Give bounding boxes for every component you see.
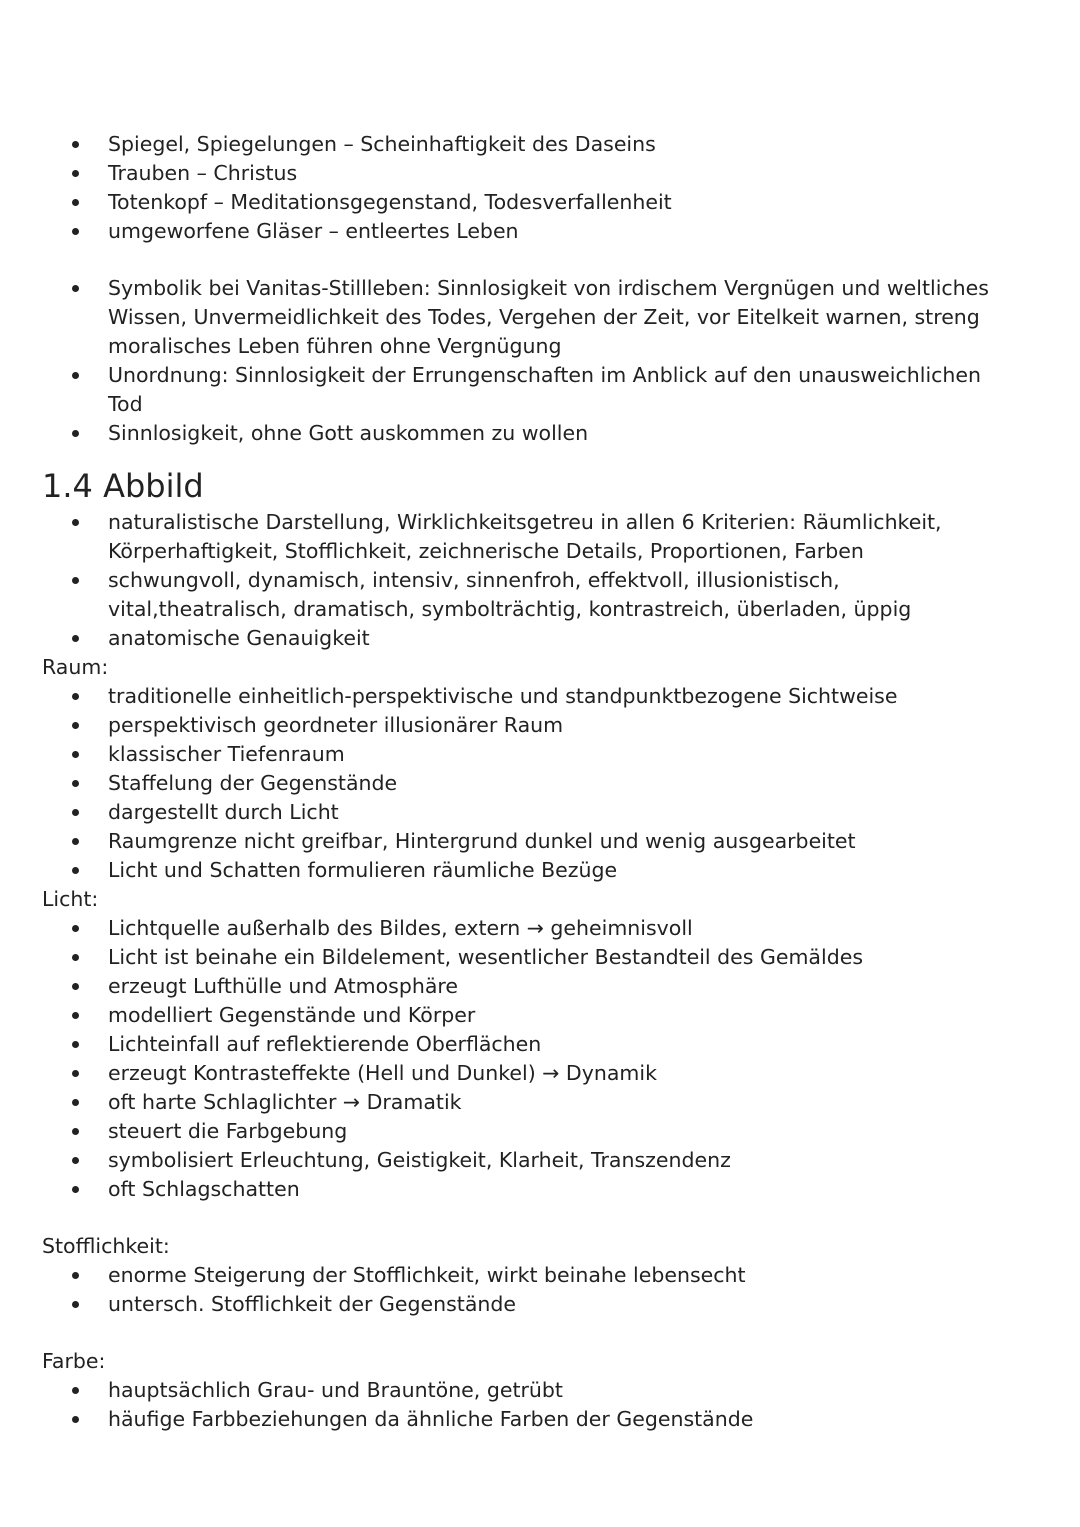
- bullet-icon: [72, 1099, 79, 1106]
- abbild-list: [42, 508, 1020, 653]
- list-item: klassischer Tiefenraum: [42, 740, 1020, 769]
- bullet-icon: [72, 285, 79, 292]
- bullet-icon: [72, 1070, 79, 1077]
- list-item: Totenkopf – Meditationsgegenstand, Todesverfallenheit: [42, 188, 1020, 217]
- list-item: dargestellt durch Licht: [42, 798, 1020, 827]
- list-item: symbolisiert Erleuchtung, Geistigkeit, Klarheit, Transzendenz: [42, 1146, 1020, 1175]
- list-item: Licht und Schatten formulieren räumliche Bezüge: [42, 856, 1020, 885]
- bullet-icon: [72, 519, 79, 526]
- bullet-icon: [72, 867, 79, 874]
- list-item: umgeworfene Gläser – entleertes Leben: [42, 217, 1020, 246]
- bullet-icon: [72, 954, 79, 961]
- bullet-icon: [72, 983, 79, 990]
- bullet-icon: [72, 722, 79, 729]
- bullet-icon: [72, 693, 79, 700]
- list-item: Lichteinfall auf reflektierende Oberflächen: [42, 1030, 1020, 1059]
- bullet-icon: [72, 577, 79, 584]
- bullet-icon: [72, 141, 79, 148]
- bullet-icon: [72, 925, 79, 932]
- bullet-icon: [72, 372, 79, 379]
- bullet-icon: [72, 1128, 79, 1135]
- bullet-icon: [72, 1186, 79, 1193]
- list-item: enorme Steigerung der Stofflichkeit, wirkt beinahe lebensecht: [42, 1261, 1020, 1290]
- farbe-list: [42, 1376, 1020, 1434]
- list-item: häufige Farbbeziehungen da ähnliche Farben der Gegenstände: [42, 1405, 1020, 1434]
- vanitas-symbolism-list: [42, 274, 1020, 448]
- list-item: Raumgrenze nicht greifbar, Hintergrund dunkel und wenig ausgearbeitet: [42, 827, 1020, 856]
- bullet-icon: [72, 1272, 79, 1279]
- stofflichkeit-label: Stofflichkeit:: [42, 1234, 170, 1258]
- raum-label: Raum:: [42, 655, 109, 679]
- stofflichkeit-list: [42, 1261, 1020, 1319]
- list-item: Trauben – Christus: [42, 159, 1020, 188]
- list-item: Sinnlosigkeit, ohne Gott auskommen zu wollen: [42, 419, 1020, 448]
- list-item: anatomische Genauigkeit: [42, 624, 1020, 653]
- list-item: steuert die Farbgebung: [42, 1117, 1020, 1146]
- list-item: schwungvoll, dynamisch, intensiv, sinnenfroh, effektvoll, illusionistisch, vital,theatralisch, dramatisch, symbolträchtig, kontrastreich, überladen, üppig: [42, 566, 1020, 624]
- list-item: naturalistische Darstellung, Wirklichkeitsgetreu in allen 6 Kriterien: Räumlichkeit, Körperhaftigkeit, Stofflichkeit, zeichnerische Details, Proportionen, Farben: [42, 508, 1020, 566]
- bullet-icon: [72, 228, 79, 235]
- symbol-list: [42, 130, 1020, 246]
- list-item: Lichtquelle außerhalb des Bildes, extern → geheimnisvoll: [42, 914, 1020, 943]
- list-item: perspektivisch geordneter illusionärer Raum: [42, 711, 1020, 740]
- bullet-icon: [72, 430, 79, 437]
- bullet-icon: [72, 809, 79, 816]
- bullet-icon: [72, 1041, 79, 1048]
- bullet-icon: [72, 170, 79, 177]
- list-item: erzeugt Lufthülle und Atmosphäre: [42, 972, 1020, 1001]
- list-item: modelliert Gegenstände und Körper: [42, 1001, 1020, 1030]
- list-item: erzeugt Kontrasteffekte (Hell und Dunkel) → Dynamik: [42, 1059, 1020, 1088]
- licht-list: [42, 914, 1020, 1204]
- licht-label: Licht:: [42, 887, 99, 911]
- spacer: [42, 1319, 1020, 1347]
- list-item: traditionelle einheitlich-perspektivische und standpunktbezogene Sichtweise: [42, 682, 1020, 711]
- list-item: hauptsächlich Grau- und Brauntöne, getrübt: [42, 1376, 1020, 1405]
- bullet-icon: [72, 1387, 79, 1394]
- raum-list: [42, 682, 1020, 885]
- section-title: 1.4 Abbild: [42, 467, 204, 505]
- list-item: Unordnung: Sinnlosigkeit der Errungenschaften im Anblick auf den unausweichlichen Tod: [42, 361, 1020, 419]
- bullet-icon: [72, 1416, 79, 1423]
- bullet-icon: [72, 751, 79, 758]
- list-item: Licht ist beinahe ein Bildelement, wesentlicher Bestandteil des Gemäldes: [42, 943, 1020, 972]
- farbe-label: Farbe:: [42, 1349, 106, 1373]
- list-item: untersch. Stofflichkeit der Gegenstände: [42, 1290, 1020, 1319]
- bullet-icon: [72, 838, 79, 845]
- bullet-icon: [72, 199, 79, 206]
- list-item: Spiegel, Spiegelungen – Scheinhaftigkeit des Daseins: [42, 130, 1020, 159]
- spacer: [42, 246, 1020, 274]
- bullet-icon: [72, 635, 79, 642]
- bullet-icon: [72, 1012, 79, 1019]
- list-item: Symbolik bei Vanitas-Stillleben: Sinnlosigkeit von irdischem Vergnügen und weltliches Wissen, Unvermeidlichkeit des Todes, Vergehen der Zeit, vor Eitelkeit warnen, streng moralisches Leben führen ohne Vergnügung: [42, 274, 1020, 361]
- bullet-icon: [72, 1157, 79, 1164]
- bullet-icon: [72, 1301, 79, 1308]
- list-item: oft harte Schlaglichter → Dramatik: [42, 1088, 1020, 1117]
- spacer: [42, 1204, 1020, 1232]
- list-item: oft Schlagschatten: [42, 1175, 1020, 1204]
- list-item: Staffelung der Gegenstände: [42, 769, 1020, 798]
- bullet-icon: [72, 780, 79, 787]
